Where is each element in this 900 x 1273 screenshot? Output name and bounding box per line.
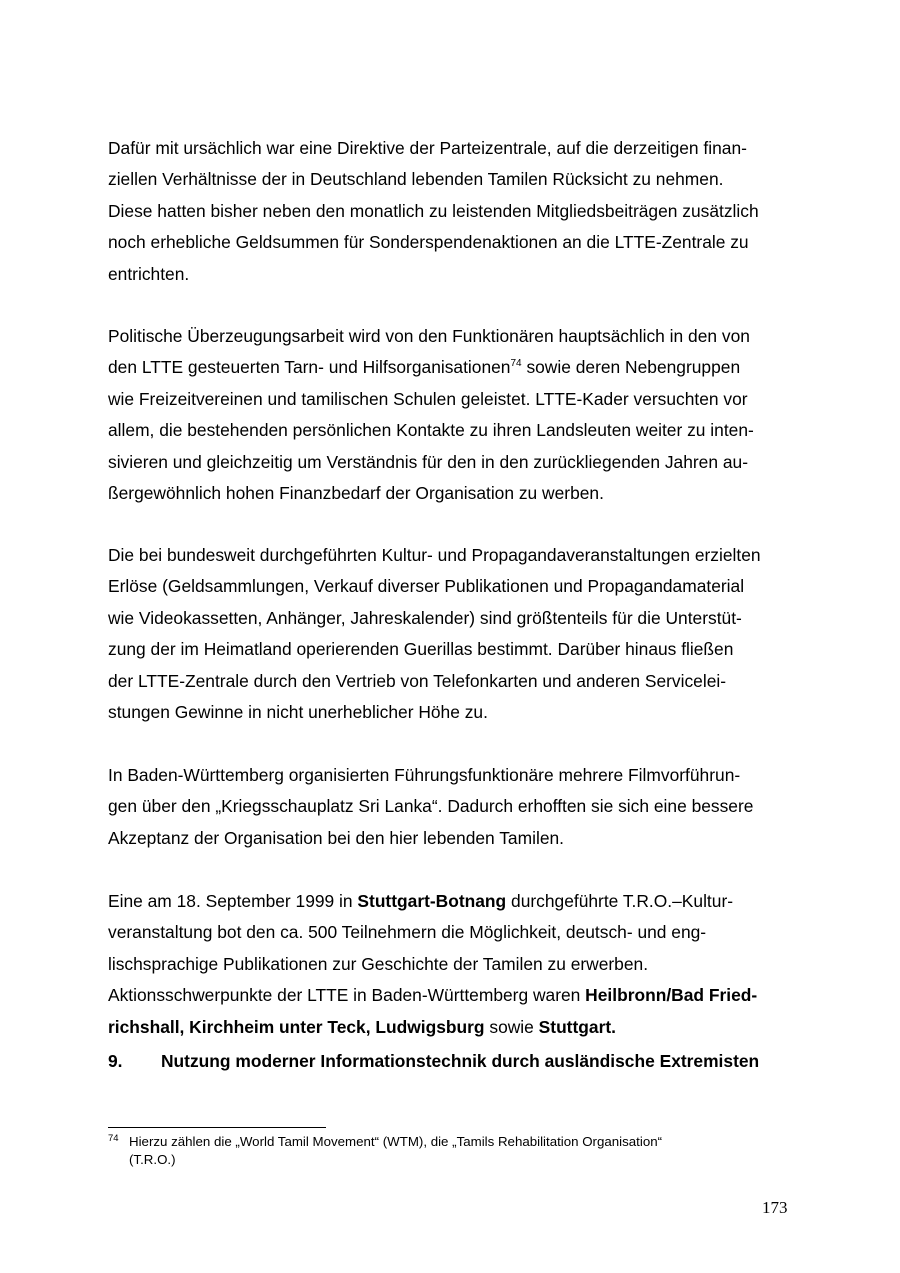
paragraph-line: veranstaltung bot den ca. 500 Teilnehmern die Möglichkeit, deutsch- und eng- (108, 922, 707, 943)
footnote-separator (108, 1127, 326, 1128)
place-name-bold: richshall, Kirchheim unter Teck, Ludwigsburg (108, 1016, 485, 1037)
paragraph-line (108, 980, 798, 1011)
paragraph-line: wie Videokassetten, Anhänger, Jahreskalender) sind größtenteils für die Unterstüt- (108, 607, 742, 628)
paragraph-line: gen über den „Kriegsschauplatz Sri Lanka“. Dadurch erhofften sie sich eine bessere (108, 796, 754, 817)
paragraph-text: Eine am 18. September 1999 in (108, 891, 358, 911)
paragraph-line: lischsprachige Publikationen zur Geschichte der Tamilen zu erwerben. (108, 953, 649, 974)
paragraph-1 (108, 133, 798, 290)
page-number: 173 (762, 1198, 788, 1217)
footnote (108, 1133, 798, 1169)
paragraph-line: Dafür mit ursächlich war eine Direktive der Parteizentrale, auf die derzeitigen finan- (108, 138, 747, 158)
paragraph-line: sivieren und gleichzeitig um Verständnis für den in den zurückliegenden Jahren au- (108, 451, 748, 472)
section-number: 9. (108, 1051, 123, 1071)
paragraph-4 (108, 760, 798, 854)
section-title: Nutzung moderner Informationstechnik durch ausländische Extremisten (161, 1051, 760, 1071)
paragraph-text: den LTTE gesteuerten Tarn- und Hilfsorganisationen (108, 357, 511, 378)
paragraph-text: sowie (484, 1016, 539, 1037)
paragraph-line: stungen Gewinne in nicht unerheblicher Höhe zu. (108, 702, 488, 723)
paragraph-text: sowie deren Nebengruppen (521, 357, 741, 378)
footnote-reference: 74 (510, 358, 522, 370)
paragraph-line: Die bei bundesweit durchgeführten Kultur- und Propagandaveranstaltungen erzielten (108, 545, 761, 565)
paragraph-line: entrichten. (108, 263, 190, 284)
paragraph-line: Diese hatten bisher neben den monatlich zu leistenden Mitgliedsbeiträgen zusätzlich (108, 200, 759, 221)
section-heading (108, 1046, 759, 1077)
paragraph-line: ßergewöhnlich hohen Finanzbedarf der Organisation zu werben. (108, 483, 604, 504)
paragraph-line: allem, die bestehenden persönlichen Kontakte zu ihren Landsleuten weiter zu inten- (108, 420, 754, 441)
paragraph-text: durchgeführte T.R.O.–Kultur- (506, 891, 734, 911)
place-name-bold: Heilbronn/Bad Fried- (585, 985, 758, 1006)
footnote-text (129, 1133, 798, 1169)
footnote-mark: 74 (108, 1133, 119, 1144)
footnote-line: Hierzu zählen die „World Tamil Movement“ (WTM), die „Tamils Rehabilitation Organisation“ (129, 1134, 663, 1149)
place-name-bold: Stuttgart. (538, 1016, 616, 1037)
paragraph-5 (108, 886, 798, 1043)
paragraph-line: wie Freizeitvereinen und tamilischen Schulen geleistet. LTTE-Kader versuchten vor (108, 388, 748, 409)
paragraph-line: der LTTE-Zentrale durch den Vertrieb von Telefonkarten und anderen Servicelei- (108, 670, 727, 691)
paragraph-line: Politische Überzeugungsarbeit wird von den Funktionären hauptsächlich in den von (108, 326, 750, 346)
paragraph-2 (108, 321, 798, 509)
paragraph-line: Akzeptanz der Organisation bei den hier lebenden Tamilen. (108, 827, 564, 848)
paragraph-line (108, 886, 798, 917)
place-name-bold: Stuttgart-Botnang (357, 891, 507, 911)
paragraph-text: Aktionsschwerpunkte der LTTE in Baden-Württemberg waren (108, 985, 586, 1006)
footnote-line: (T.R.O.) (129, 1152, 176, 1167)
paragraph-line (108, 1012, 798, 1043)
paragraph-line: noch erhebliche Geldsummen für Sonderspendenaktionen an die LTTE-Zentrale zu (108, 232, 749, 253)
paragraph-3 (108, 540, 798, 728)
paragraph-line: Erlöse (Geldsammlungen, Verkauf diverser Publikationen und Propagandamaterial (108, 576, 745, 597)
paragraph-line (108, 352, 798, 383)
paragraph-line: In Baden-Württemberg organisierten Führungsfunktionäre mehrere Filmvorführun- (108, 765, 741, 785)
paragraph-line: ziellen Verhältnisse der in Deutschland lebenden Tamilen Rücksicht zu nehmen. (108, 169, 724, 190)
paragraph-line: zung der im Heimatland operierenden Guerillas bestimmt. Darüber hinaus fließen (108, 639, 734, 660)
